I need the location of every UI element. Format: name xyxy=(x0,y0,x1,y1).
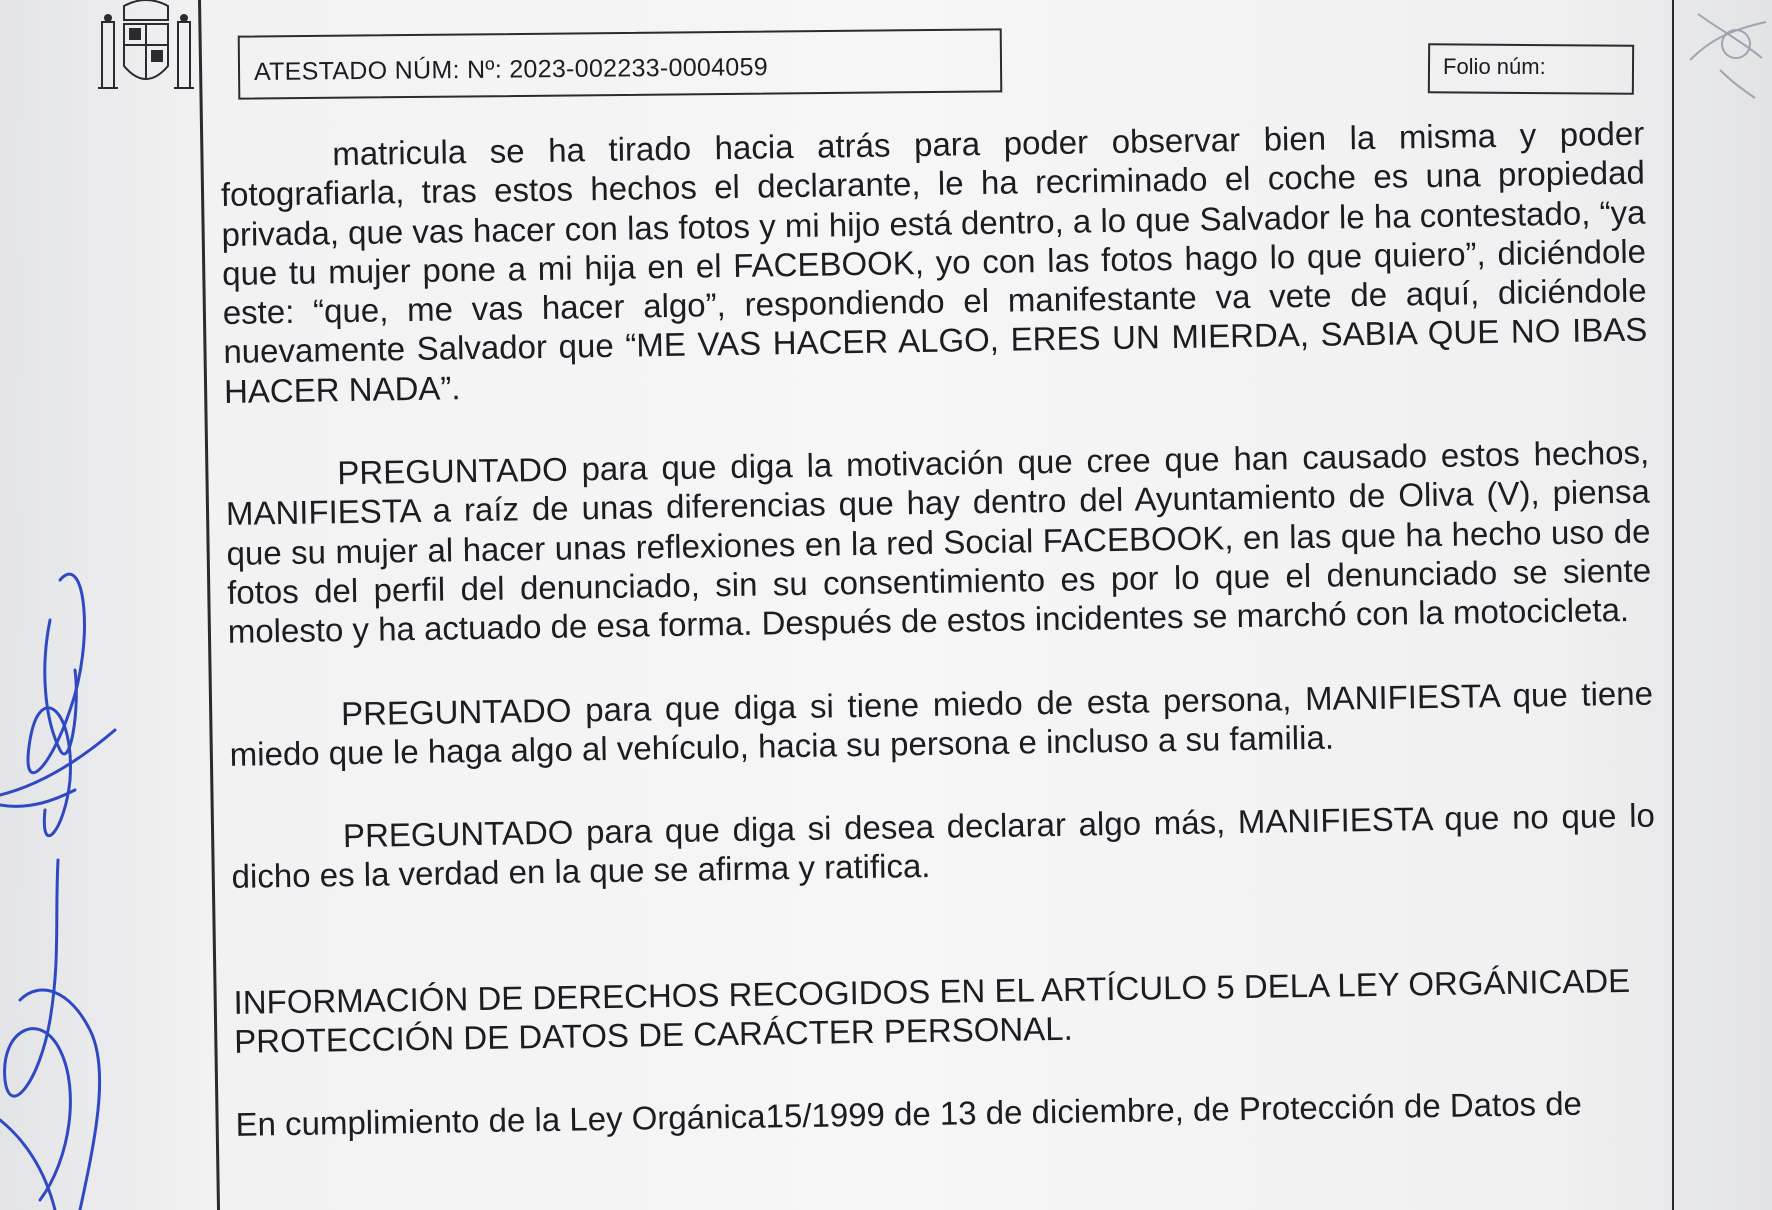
coat-of-arms-icon xyxy=(96,0,196,98)
paragraph-motivation: PREGUNTADO para que diga la motivación que cree que han causado estos hechos, MANIFIESTA a raíz de unas diferencias que hay dentro del Ayuntamiento de Oliva (V), piensa que su mujer al hacer unas reflexiones en la red Social FACEBOOK, en las que ha hecho uso de fotos del perfil del denunciado, sin su consentimiento es por lo que el denunciado se siente molesto y ha actuado de esa forma. Después de estos incidentes se marchó con la motocicleta. xyxy=(225,433,1652,651)
handwritten-signature xyxy=(0,560,140,1210)
paragraph-incident: matricula se ha tirado hacia atrás para poder observar bien la misma y poder fotografiarla, tras estos hechos el declarante, le ha recriminado el coche es una propiedad privada, que vas hacer con las fotos y mi hijo está dentro, a lo que Salvador le ha contestado, “ya que tu mujer pone a mi hija en el FACEBOOK, yo con las fotos hago lo que quiero”, diciéndole este: “que, me vas hacer algo”, respondiendo el manifestante va vete de aquí, diciéndole nuevamente Salvador que “ME VAS HACER ALGO, ERES UN MIERDA, SABIA QUE NO IBAS HACER NADA”. xyxy=(220,114,1648,410)
paragraph-data-protection: En cumplimiento de la Ley Orgánica15/1999 de 13 de diciembre, de Protección de Datos de xyxy=(235,1085,1583,1144)
right-margin-line xyxy=(1672,0,1674,1210)
paragraph-closing: PREGUNTADO para que diga si desea declarar algo más, MANIFIESTA que no que lo dicho es la verdad en la que se afirma y ratifica. xyxy=(231,796,1656,896)
atestado-number: ATESTADO NÚM: Nº: 2023-002233-0004059 xyxy=(253,53,769,86)
paragraph-fear: PREGUNTADO para que diga si tiene miedo de esta persona, MANIFIESTA que tiene miedo que le haga algo al vehículo, hacia su persona e incluso a su familia. xyxy=(229,674,1654,773)
folio-label: Folio núm: xyxy=(1443,54,1546,79)
section-heading-data-protection: INFORMACIÓN DE DERECHOS RECOGIDOS EN EL ARTÍCULO 5 DELA LEY ORGÁNICADE PROTECCIÓN DE DATOS DE CARÁCTER PERSONAL. xyxy=(233,961,1631,1060)
statement-text xyxy=(220,114,1660,1196)
corner-stamp-mark xyxy=(1680,0,1772,110)
left-margin-line xyxy=(198,0,220,1210)
